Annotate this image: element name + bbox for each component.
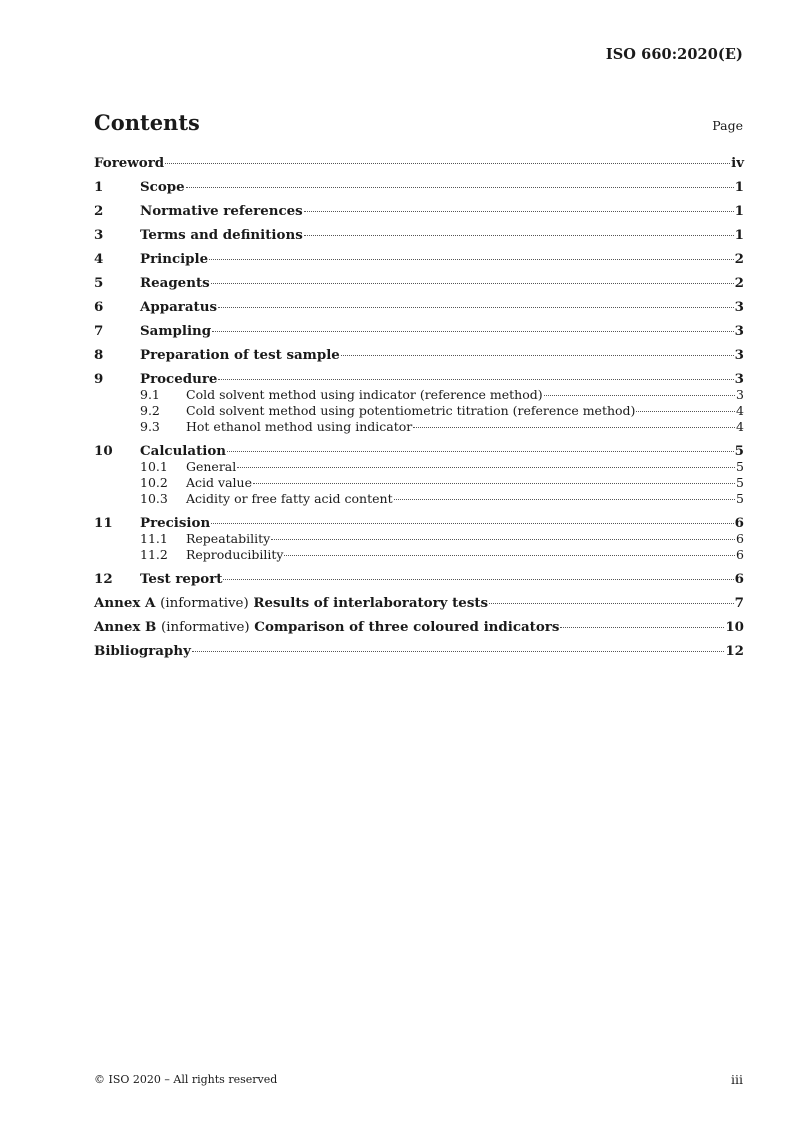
toc-entry-title: Acid value [186, 475, 252, 490]
toc-dot-leader [218, 379, 733, 380]
toc-dot-leader [211, 523, 733, 524]
toc-entry-title: Procedure [140, 371, 218, 387]
toc-entry-page: 5 [736, 475, 744, 490]
toc-entry[interactable] [94, 643, 744, 659]
toc-entry-title: Cold solvent method using potentiometric titration (reference method) [186, 403, 636, 418]
toc-entry-title: General [186, 459, 237, 474]
toc-dot-leader [192, 651, 725, 652]
document-id: ISO 660:2020(E) [605, 46, 743, 63]
toc-dot-leader [186, 187, 734, 188]
toc-entry-title: Bibliography [94, 643, 191, 659]
toc-entry-page: 12 [725, 643, 744, 659]
toc-subentry[interactable] [94, 387, 744, 403]
toc-dot-leader [489, 603, 734, 604]
toc-entry-number: 9.3 [140, 419, 160, 434]
toc-entry-number: 11.2 [140, 547, 168, 562]
toc-subentry[interactable] [94, 403, 744, 419]
toc-entry-page: 2 [734, 251, 744, 267]
toc-subentry[interactable] [94, 547, 744, 563]
toc-entry-number: 1 [94, 179, 104, 195]
toc-entry-title: Reagents [140, 275, 210, 291]
toc-entry-page: 7 [734, 595, 744, 611]
toc-dot-leader [227, 451, 734, 452]
toc-entry-page: 1 [734, 179, 744, 195]
toc-entry-page: 6 [734, 571, 744, 587]
toc-dot-leader [211, 283, 734, 284]
toc-entry-title: Precision [140, 515, 211, 531]
toc-annex-label: Annex B [94, 619, 157, 635]
toc-entry-title: Hot ethanol method using indicator [186, 419, 413, 434]
toc-entry-title: Preparation of test sample [140, 347, 340, 363]
toc-entry-title: Foreword [94, 155, 165, 171]
toc-entry-page: 4 [736, 403, 744, 418]
toc-entry-page: 3 [736, 387, 744, 402]
toc-entry-page: 5 [734, 443, 744, 459]
toc-dot-leader [304, 235, 734, 236]
toc-entry[interactable] [94, 443, 744, 459]
toc-entry[interactable] [94, 515, 744, 531]
toc-subentry[interactable] [94, 531, 744, 547]
copyright-notice: © ISO 2020 – All rights reserved [94, 1073, 278, 1086]
toc-entry-page: iv [731, 155, 744, 171]
toc-subentry[interactable] [94, 491, 744, 507]
toc-entry[interactable] [94, 571, 744, 587]
toc-entry-page: 1 [734, 203, 744, 219]
toc-dot-leader [304, 211, 734, 212]
toc-dot-leader [165, 163, 730, 164]
toc-entry-number: 10.1 [140, 459, 168, 474]
toc-dot-leader [341, 355, 734, 356]
toc-annex-entry[interactable] [94, 595, 744, 611]
toc-dot-leader [636, 411, 735, 412]
toc-entry-number: 11.1 [140, 531, 168, 546]
toc-entry-number: 5 [94, 275, 104, 291]
toc-entry[interactable] [94, 251, 744, 267]
toc-entry-title: Comparison of three coloured indicators [254, 619, 560, 635]
toc-dot-leader [212, 331, 734, 332]
toc-entry-number: 9 [94, 371, 104, 387]
toc-entry-number: 10.2 [140, 475, 168, 490]
toc-entry-number: 4 [94, 251, 104, 267]
toc-entry-number: 3 [94, 227, 104, 243]
toc-entry-title: Principle [140, 251, 209, 267]
toc-annex-type: (informative) [160, 596, 249, 611]
toc-entry-page: 4 [736, 419, 744, 434]
toc-dot-leader [223, 579, 733, 580]
toc-entry-page: 3 [734, 347, 744, 363]
toc-entry-page: 5 [736, 491, 744, 506]
toc-entry-page: 6 [734, 515, 744, 531]
toc-dot-leader [544, 395, 735, 396]
toc-entry-title: Scope [140, 179, 185, 195]
toc-entry[interactable] [94, 299, 744, 315]
toc-entry-page: 6 [736, 531, 744, 546]
toc-entry-page: 3 [734, 299, 744, 315]
toc-entry[interactable] [94, 155, 744, 171]
toc-entry-page: 2 [734, 275, 744, 291]
toc-dot-leader [209, 259, 734, 260]
toc-entry-number: 9.1 [140, 387, 160, 402]
toc-subentry[interactable] [94, 459, 744, 475]
toc-entry-title: Calculation [140, 443, 227, 459]
toc-entry-page: 10 [725, 619, 744, 635]
toc-entry-number: 10 [94, 443, 113, 459]
toc-entry-title: Apparatus [140, 299, 217, 315]
toc-entry[interactable] [94, 203, 744, 219]
toc-entry-number: 12 [94, 571, 113, 587]
toc-entry-page: 1 [734, 227, 744, 243]
toc-dot-leader [394, 499, 735, 500]
toc-dot-leader [237, 467, 735, 468]
toc-entry-title: Test report [140, 571, 223, 587]
toc-entry-title: Normative references [140, 203, 303, 219]
toc-entry-title: Acidity or free fatty acid content [186, 491, 393, 506]
toc-entry-title: Cold solvent method using indicator (reference method) [186, 387, 543, 402]
page-number: iii [731, 1072, 743, 1087]
toc-dot-leader [284, 555, 735, 556]
toc-entry[interactable] [94, 371, 744, 387]
toc-entry-number: 9.2 [140, 403, 160, 418]
toc-entry-page: 6 [736, 547, 744, 562]
toc-entry-page: 5 [736, 459, 744, 474]
toc-entry-title: Repeatability [186, 531, 271, 546]
page-column-label: Page [712, 118, 743, 133]
toc-entry-title: Reproducibility [186, 547, 284, 562]
toc-entry-title: Terms and definitions [140, 227, 303, 243]
toc-entry-number: 10.3 [140, 491, 168, 506]
toc-entry[interactable] [94, 275, 744, 291]
toc-entry[interactable] [94, 323, 744, 339]
toc-dot-leader [218, 307, 734, 308]
toc-entry-title: Sampling [140, 323, 212, 339]
toc-entry-number: 8 [94, 347, 104, 363]
toc-entry[interactable] [94, 227, 744, 243]
toc-entry[interactable] [94, 347, 744, 363]
toc-annex-type: (informative) [161, 620, 250, 635]
toc-entry-page: 3 [734, 323, 744, 339]
toc-entry-number: 2 [94, 203, 104, 219]
page-title: Contents [94, 110, 200, 135]
toc-entry-number: 6 [94, 299, 104, 315]
toc-subentry[interactable] [94, 419, 744, 435]
toc-annex-label: Annex A [94, 595, 156, 611]
toc-entry-number: 7 [94, 323, 104, 339]
toc-dot-leader [560, 627, 724, 628]
toc-dot-leader [253, 483, 735, 484]
toc-entry[interactable] [94, 179, 744, 195]
toc-entry-page: 3 [734, 371, 744, 387]
table-of-contents [94, 155, 744, 659]
toc-dot-leader [413, 427, 735, 428]
toc-entry-number: 11 [94, 515, 113, 531]
toc-entry-title: Results of interlaboratory tests [253, 595, 489, 611]
toc-annex-entry[interactable] [94, 619, 744, 635]
toc-subentry[interactable] [94, 475, 744, 491]
toc-dot-leader [271, 539, 735, 540]
